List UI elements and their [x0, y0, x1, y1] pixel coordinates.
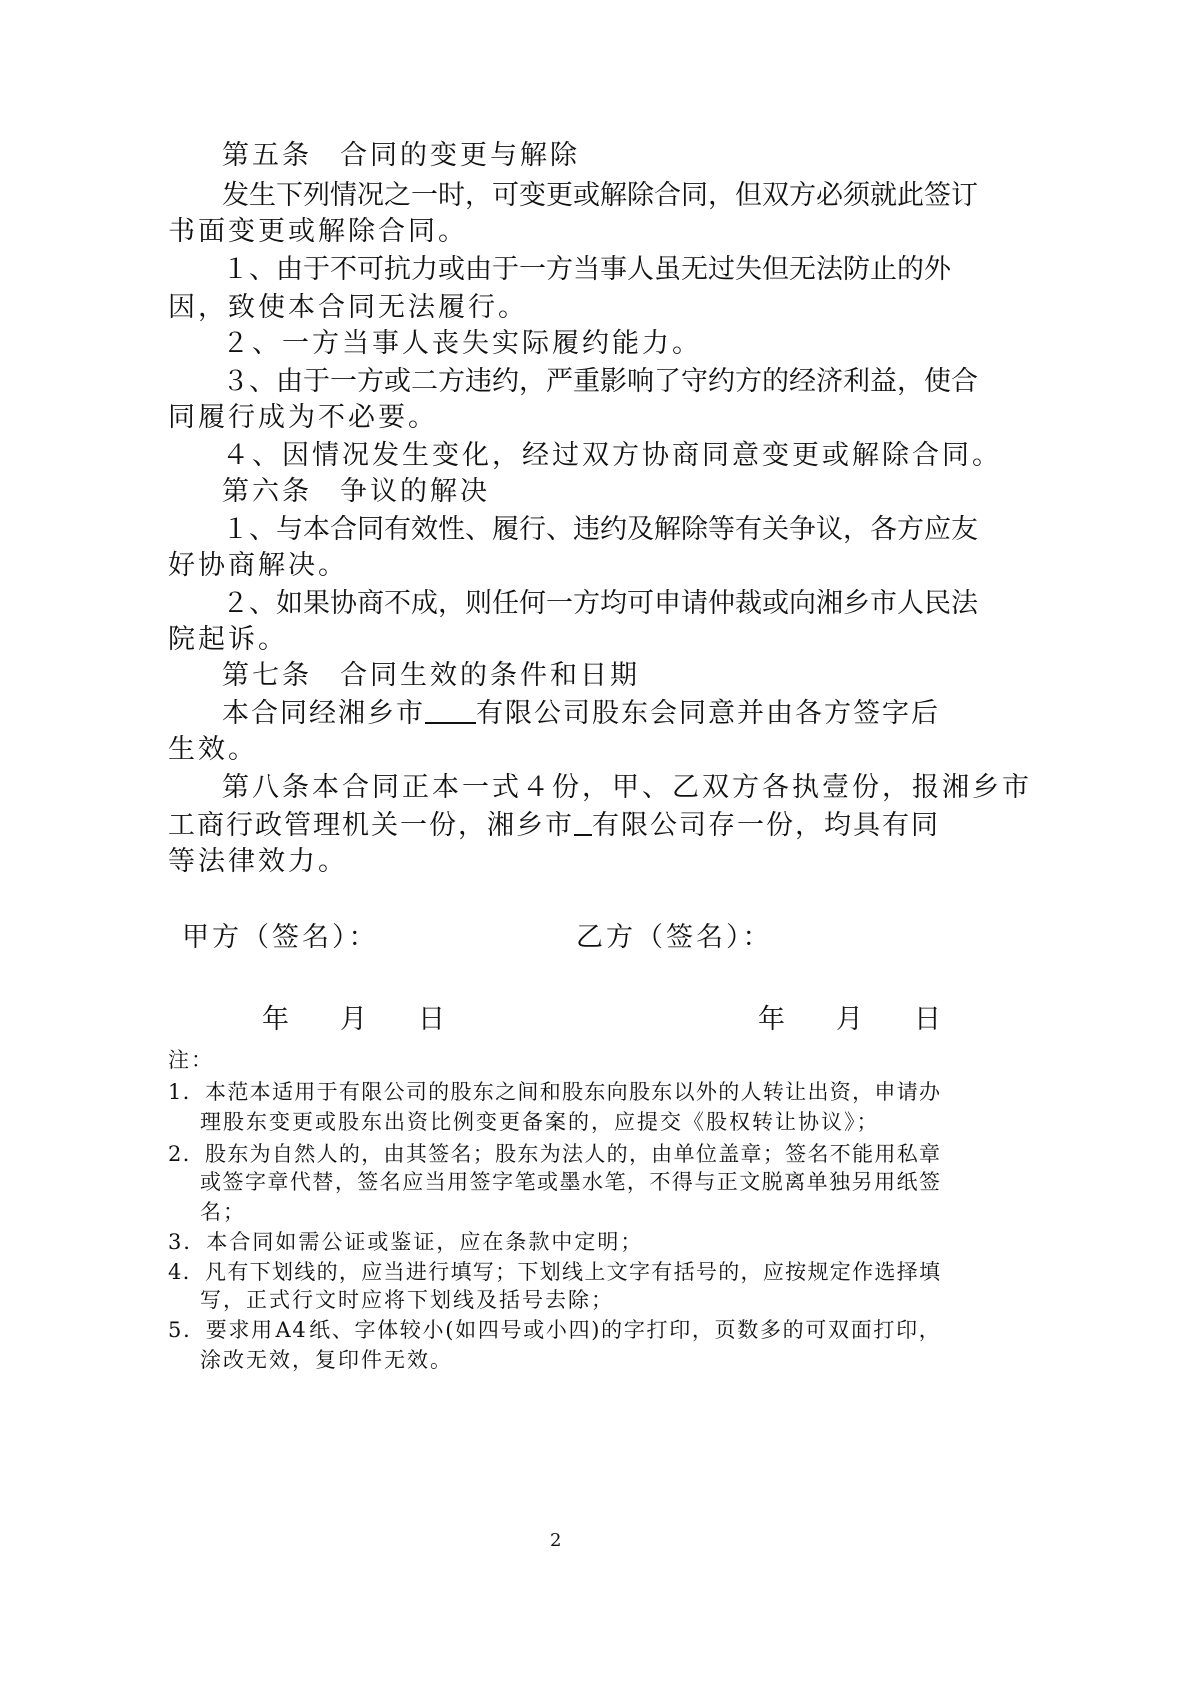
- note-2-line-2: 或 签 字 章 代 替 ， 签 名 应 当 用 签 字 笔 或 墨 水 笔 ， 不 得 与 正 文 脱 离 单 独 另 用 纸 签: [200, 1170, 940, 1194]
- note-4-line-2: 写，正式行文时应将下划线及括号去除；: [200, 1288, 614, 1312]
- party-a-signature-label: 甲方（签名）：: [182, 922, 379, 953]
- notes-label: 注：: [168, 1048, 214, 1072]
- note-4-line-1: 4 ． 凡 有 下 划 线 的 ， 应 当 进 行 填 写 ； 下 划 线 上 文 字 有 括 号 的 ， 应 按 规 定 作 选 择 填: [168, 1260, 940, 1284]
- page-number: 2: [550, 1530, 562, 1551]
- note-5-line-1: 5 ． 要 求 用 A 4 纸 、 字 体 较 小 ( 如 四 号 或 小 四 ) 的 字 打 印 ， 页 数 多 的 可 双 面 打 印 ，: [168, 1318, 940, 1342]
- article-8-line-1: [222, 768, 1032, 808]
- article-8-line-3: 等法律效力。: [168, 846, 348, 877]
- party-a-date-month: 月: [340, 1004, 370, 1035]
- article-7-number: 第七条: [222, 660, 312, 691]
- article-6-item-2-line-2: 院起诉。: [168, 624, 288, 655]
- article-5-intro-line-1: 发 生 下 列 情 况 之 一 时 ， 可 变 更 或 解 除 合 同 ， 但 双 方 必 须 就 此 签 订: [222, 180, 978, 211]
- article-8-text-1: 本合同正本一式４份，甲、乙双方各执壹份，报湘乡市: [312, 772, 1032, 803]
- article-8-number: 第八条: [222, 772, 312, 803]
- article-6-heading-line: [222, 472, 490, 512]
- note-1-line-2: 理股东变更或股东出资比例变更备案的，应提交《股权转让协议》；: [200, 1110, 880, 1134]
- company-name-blank-1[interactable]: [425, 694, 476, 724]
- article-6-title: 争议的解决: [340, 476, 490, 507]
- article-8-text-2-post: 有限公司存一份，均具有同: [592, 810, 940, 841]
- article-5-item-1-line-2: 因，致使本合同无法履行。: [168, 292, 528, 323]
- article-8-line-2: [168, 806, 940, 846]
- party-b-date-month: 月: [836, 1004, 866, 1035]
- article-7-line-1: [222, 694, 940, 734]
- party-a-date-year: 年: [262, 1004, 292, 1035]
- article-5-item-4: ４、因情况发生变化，经过双方协商同意变更或解除合同。: [222, 440, 1002, 471]
- article-5-item-3-line-2: 同履行成为不必要。: [168, 402, 438, 433]
- company-name-blank-2[interactable]: [574, 806, 592, 836]
- article-8-text-2-pre: 工商行政管理机关一份，湘乡市: [168, 810, 574, 841]
- party-b-date-year: 年: [758, 1004, 788, 1035]
- article-7-heading-line: [222, 656, 640, 696]
- note-5-line-2: 涂改无效，复印件无效。: [200, 1348, 453, 1372]
- article-5-heading-line: [222, 136, 580, 176]
- article-6-item-1-line-2: 好协商解决。: [168, 550, 348, 581]
- party-b-signature-label: 乙方（签名）：: [576, 922, 773, 953]
- article-6-item-2-line-1: ２ 、 如 果 协 商 不 成 ， 则 任 何 一 方 均 可 申 请 仲 裁 或 向 湘 乡 市 人 民 法: [222, 588, 978, 619]
- article-5-number: 第五条: [222, 140, 312, 171]
- party-b-date-day: 日: [914, 1004, 944, 1035]
- note-2-line-3: 名；: [200, 1200, 246, 1224]
- article-5-item-1-line-1: １ 、 由 于 不 可 抗 力 或 由 于 一 方 当 事 人 虽 无 过 失 但 无 法 防 止 的 外: [222, 254, 951, 285]
- article-7-title: 合同生效的条件和日期: [340, 660, 640, 691]
- note-1-line-1: 1 ． 本 范 本 适 用 于 有 限 公 司 的 股 东 之 间 和 股 东 向 股 东 以 外 的 人 转 让 出 资 ， 申 请 办: [168, 1080, 940, 1104]
- article-5-item-3-line-1: ３ 、 由 于 一 方 或 二 方 违 约 ， 严 重 影 响 了 守 约 方 的 经 济 利 益 ， 使 合: [222, 366, 978, 397]
- article-5-item-2: ２、一方当事人丧失实际履约能力。: [222, 328, 702, 359]
- article-7-text-post: 有限公司股东会同意并由各方签字后: [476, 698, 940, 729]
- article-5-title: 合同的变更与解除: [340, 140, 580, 171]
- article-7-line-2: 生效。: [168, 734, 258, 765]
- article-5-intro-line-2: 书面变更或解除合同。: [168, 216, 468, 247]
- party-a-date-day: 日: [418, 1004, 448, 1035]
- note-3: 3．本合同如需公证或鉴证，应在条款中定明；: [168, 1230, 644, 1254]
- article-6-number: 第六条: [222, 476, 312, 507]
- note-2-line-1: 2 ． 股 东 为 自 然 人 的 ， 由 其 签 名 ； 股 东 为 法 人 的 ， 由 单 位 盖 章 ； 签 名 不 能 用 私 章: [168, 1142, 940, 1166]
- article-7-text-pre: 本合同经湘乡市: [222, 698, 425, 729]
- article-6-item-1-line-1: １ 、 与 本 合 同 有 效 性 、 履 行 、 违 约 及 解 除 等 有 关 争 议 ， 各 方 应 友: [222, 514, 978, 545]
